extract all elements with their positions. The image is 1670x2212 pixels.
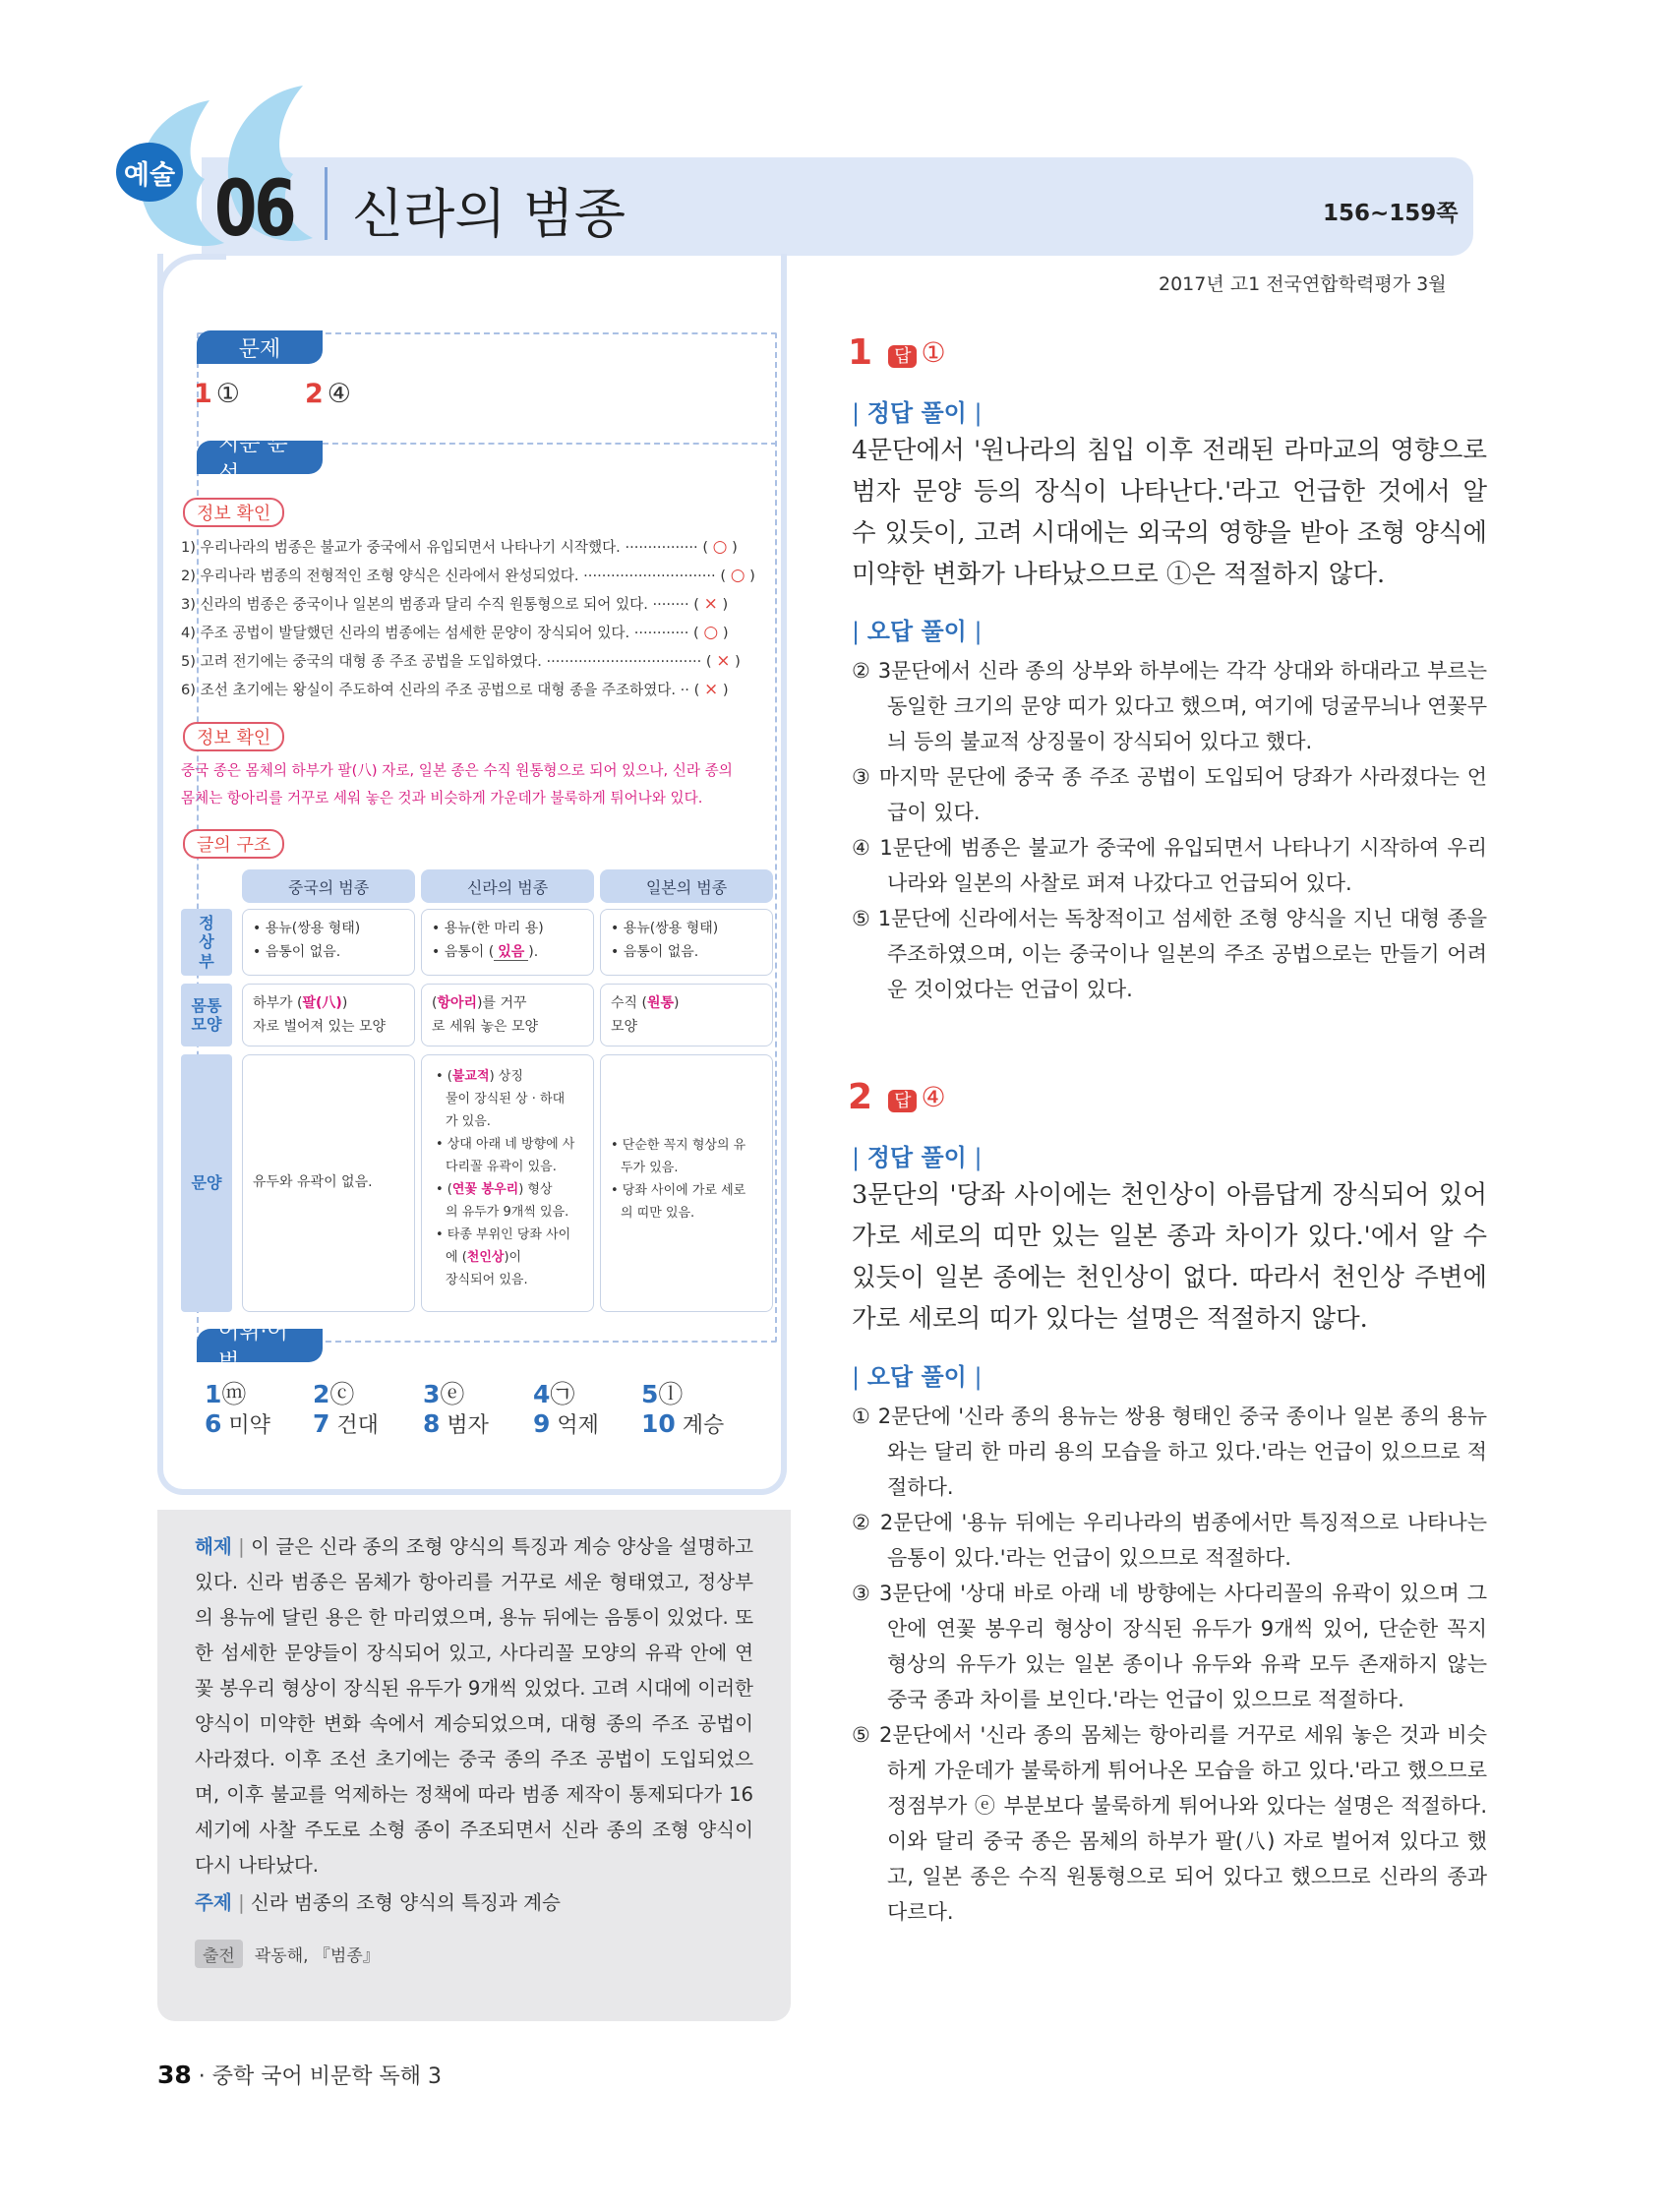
page-range: 156~159쪽	[1323, 201, 1459, 226]
pattern-line: • 상대 아래 네 방향에 사	[436, 1137, 575, 1152]
info-text-line-1: 중국 종은 몸체의 하부가 팔(八) 자로, 일본 종은 수직 원통형으로 되어 있으나, 신라 종의	[181, 762, 733, 779]
wrong-item: ⑤ 2문단에서 '신라 종의 몸체는 항아리를 거꾸로 세워 놓은 것과 비슷하게 가운데가 불룩하게 튀어나온 모습을 하고 있다.'라고 했으므로 정점부가 ⓔ 부분보다 불룩하게 튀어나와 있다는 설명은 적절하다. 이와 달리 중국 종은 몸체의 하부가 팔(八) 자로 벌어져 있다고 했고, 일본 종은 수직 원통형으로 되어 있다고 했으므로 신라의 종과 다르다.	[852, 1723, 1487, 1924]
vocab-item: 8 범자	[423, 1409, 489, 1438]
table-cell: 하부가 (팔(八)) 자로 벌어져 있는 모양	[242, 984, 415, 1046]
table-cell	[421, 1054, 594, 1312]
wrong-item: ③ 마지막 문단에 중국 종 주조 공법이 도입되어 당좌가 사라졌다는 언급이 있다.	[852, 765, 1487, 824]
check-item: 1) 우리나라의 범종은 불교가 중국에서 유입되면서 나타나기 시작했다. ················ ( ○ )	[181, 537, 738, 557]
header-divider	[325, 167, 328, 240]
table-cell: 수직 (원통) 모양	[600, 984, 773, 1046]
book-title: · 중학 국어 비문학 독해 3	[198, 2064, 443, 2089]
table-row-head-body: 몸통 모양	[181, 984, 232, 1046]
pattern-line: 장식되어 있음.	[446, 1273, 528, 1287]
vocab-item: 9 억제	[533, 1409, 599, 1438]
check-item: 3) 신라의 범종은 중국이나 일본의 범종과 달리 수직 원통형으로 되어 있다. ········ ( × )	[181, 594, 729, 614]
pattern-line: 의 유두가 9개씩 있음.	[446, 1205, 569, 1220]
section-question-tab: 문제	[197, 330, 323, 364]
section-line	[323, 443, 777, 445]
table-cell: • 용뉴(쌍용 형태) • 음통이 없음.	[600, 909, 773, 976]
q2-correct-text: 3문단의 '당좌 사이에는 천인상이 아름답게 장식되어 있어 가로 세로의 띠만 있는 일본 종과 차이가 있다.'에서 알 수 있듯이 일본 종에는 천인상이 없다. 따라서 천인상 주변에 가로 세로의 띠가 있다는 설명은 적절하지 않다.	[852, 1180, 1487, 1334]
vocab-item: 7 건대	[313, 1409, 379, 1438]
q1-wrong-heading: | 오답 풀이 |	[852, 618, 983, 645]
table-row-head-top: 정 상 부	[181, 909, 232, 976]
unit-number: 06	[214, 165, 294, 254]
pattern-line: • (불교적) 상징	[436, 1069, 523, 1084]
vocab-item: 3ⓔ	[423, 1380, 465, 1408]
summary-source: 출전 곽동해, 『범종』	[195, 1940, 380, 1968]
wrong-item: ② 3문단에서 신라 종의 상부와 하부에는 각각 상대와 하대라고 부르는 동일한 크기의 문양 띠가 있다고 했으며, 여기에 덩굴무늬나 연꽃무늬 등의 불교적 상징물이 장식되어 있다고 했다.	[852, 659, 1487, 753]
check-item: 4) 주조 공법이 발달했던 신라의 범종에는 섬세한 문양이 장식되어 있다. ············ ( ○ )	[181, 623, 729, 642]
answer-1: 1 ①	[194, 379, 241, 409]
table-col-japan: 일본의 범종	[600, 869, 773, 903]
answer-2: 2 ④	[305, 379, 352, 409]
wrong-item: ① 2문단에 '신라 종의 용뉴는 쌍용 형태인 중국 종이나 일본 종의 용뉴와는 달리 한 마리 용의 모습을 하고 있다.'라는 언급이 있으므로 적절하다.	[852, 1405, 1487, 1499]
pattern-line: • 타종 부위인 당좌 사이	[436, 1227, 571, 1242]
section-vocab-tab: 어휘·어법	[197, 1329, 323, 1362]
wrong-item: ② 2문단에 '용뉴 뒤에는 우리나라의 범종에서만 특징적으로 나타나는 음통이 있다.'라는 언급이 있으므로 적절하다.	[852, 1511, 1487, 1570]
wrong-item: ⑤ 1문단에 신라에서는 독창적이고 섬세한 조형 양식을 지닌 대형 종을 주조하였으며, 이는 중국이나 일본의 주조 공법으로는 만들기 어려운 것이었다는 언급이 있다.	[852, 907, 1487, 1001]
info-check-pill-2: 정보 확인	[183, 722, 284, 751]
pattern-line: 다리꼴 유곽이 있음.	[446, 1160, 557, 1174]
q1-header: 1 답 ①	[848, 332, 946, 373]
q2-wrong-heading: | 오답 풀이 |	[852, 1363, 983, 1391]
table-cell: (항아리)를 거꾸 로 세워 놓은 모양	[421, 984, 594, 1046]
page-number: 38	[157, 2061, 192, 2089]
vocab-item: 10 계승	[641, 1409, 725, 1438]
vocab-item: 4㉠	[533, 1380, 575, 1408]
wrong-item: ④ 1문단에 범종은 불교가 중국에 유입되면서 나타나기 시작하여 우리나라와 일본의 사찰로 퍼져 나갔다고 언급되어 있다.	[852, 836, 1487, 895]
pattern-line: 에 (천인상)이	[446, 1250, 522, 1265]
pattern-line: 가 있음.	[446, 1114, 491, 1129]
q1-correct-heading: | 정답 풀이 |	[852, 399, 983, 427]
page-footer	[157, 2060, 442, 2090]
category-badge: 예술	[116, 143, 183, 202]
vocab-item: 2ⓒ	[313, 1380, 355, 1408]
check-item: 6) 조선 초기에는 왕실이 주도하여 신라의 주조 공법으로 대형 종을 주조하였다. ·· ( × )	[181, 680, 729, 699]
vocab-item: 1ⓜ	[205, 1380, 247, 1408]
q2-wrong-list	[852, 1399, 1487, 1930]
q2-correct-heading: | 정답 풀이 |	[852, 1144, 983, 1171]
vocab-item: 6 미약	[205, 1409, 270, 1438]
table-cell: 유두와 유곽이 없음.	[242, 1054, 415, 1312]
wrong-item: ③ 3문단에 '상대 바로 아래 네 방향에는 사다리꼴의 유곽이 있으며 그 안에 연꽃 봉우리 형상이 장식된 유두가 9개씩 있어, 단순한 꼭지 형상의 유두가 있는 일본 종이나 유두와 유곽 모두 존재하지 않는 중국 종과 차이를 보인다.'라는 언급이 있으므로 적절하다.	[852, 1582, 1487, 1711]
summary-topic: 주제 | 신라 범종의 조형 양식의 특징과 계승	[195, 1891, 561, 1914]
q1-correct-text: 4문단에서 '원나라의 침입 이후 전래된 라마교의 영향으로 범자 문양 등의 장식이 나타난다.'라고 언급한 것에서 알 수 있듯이, 고려 시대에는 외국의 영향을 받아 조형 양식에 미약한 변화가 나타났으므로 ①은 적절하지 않다.	[852, 436, 1487, 589]
table-row-head-pattern: 문양	[181, 1054, 232, 1312]
q2-header: 2 답 ④	[848, 1077, 946, 1117]
pattern-line: 물이 장식된 상 · 하대	[446, 1092, 566, 1106]
exam-source: 2017년 고1 전국연합학력평가 3월	[1159, 273, 1447, 295]
section-analysis-tab: 지문 분석	[197, 441, 323, 474]
info-text-line-2: 몸체는 항아리를 거꾸로 세워 놓은 것과 비슷하게 가운데가 불룩하게 튀어나와 있다.	[181, 790, 703, 807]
table-col-china: 중국의 범종	[242, 869, 415, 903]
pattern-line: • (연꽃 봉우리) 형상	[436, 1182, 553, 1197]
table-cell: • 단순한 꼭지 형상의 유 두가 있음. • 당좌 사이에 가로 세로 의 띠만 있음.	[600, 1054, 773, 1312]
q1-wrong-list	[852, 653, 1487, 1007]
table-col-silla: 신라의 범종	[421, 869, 594, 903]
page-title: 신라의 범종	[352, 183, 626, 245]
summary-text: 해제 | 이 글은 신라 종의 조형 양식의 특징과 계승 양상을 설명하고 있다. 신라 범종은 몸체가 항아리를 거꾸로 세운 형태였고, 정상부의 용뉴에 달린 용은 한 마리였으며, 용뉴 뒤에는 음통이 있었다. 또한 섬세한 문양들이 장식되어 있고, 사다리꼴 모양의 유곽 안에 연꽃 봉우리 형상이 장식된 유두가 9개씩 있었다. 고려 시대에 이러한 양식이 미약한 변화 속에서 계승되었으며, 대형 종의 주조 공법이 사라졌다. 이후 조선 초기에는 중국 종의 주조 공법이 도입되었으며, 이후 불교를 억제하는 정책에 따라 범종 제작이 통제되다가 16세기에 사찰 주도로 소형 종이 주조되면서 신라 종의 조형 양식이 다시 나타났다.	[195, 1535, 753, 1877]
table-cell: • 용뉴(한 마리 용) • 음통이 ( 있음 ).	[421, 909, 594, 976]
vocab-item: 5ⓛ	[641, 1380, 684, 1408]
info-check-pill: 정보 확인	[183, 498, 284, 527]
check-item: 2) 우리나라 범종의 전형적인 조형 양식은 신라에서 완성되었다. ····························· ( ○ )	[181, 566, 755, 585]
check-item: 5) 고려 전기에는 중국의 대형 종 주조 공법을 도입하였다. ·································· ( × )	[181, 651, 741, 671]
table-cell: • 용뉴(쌍용 형태) • 음통이 없음.	[242, 909, 415, 976]
structure-pill: 글의 구조	[183, 829, 284, 859]
